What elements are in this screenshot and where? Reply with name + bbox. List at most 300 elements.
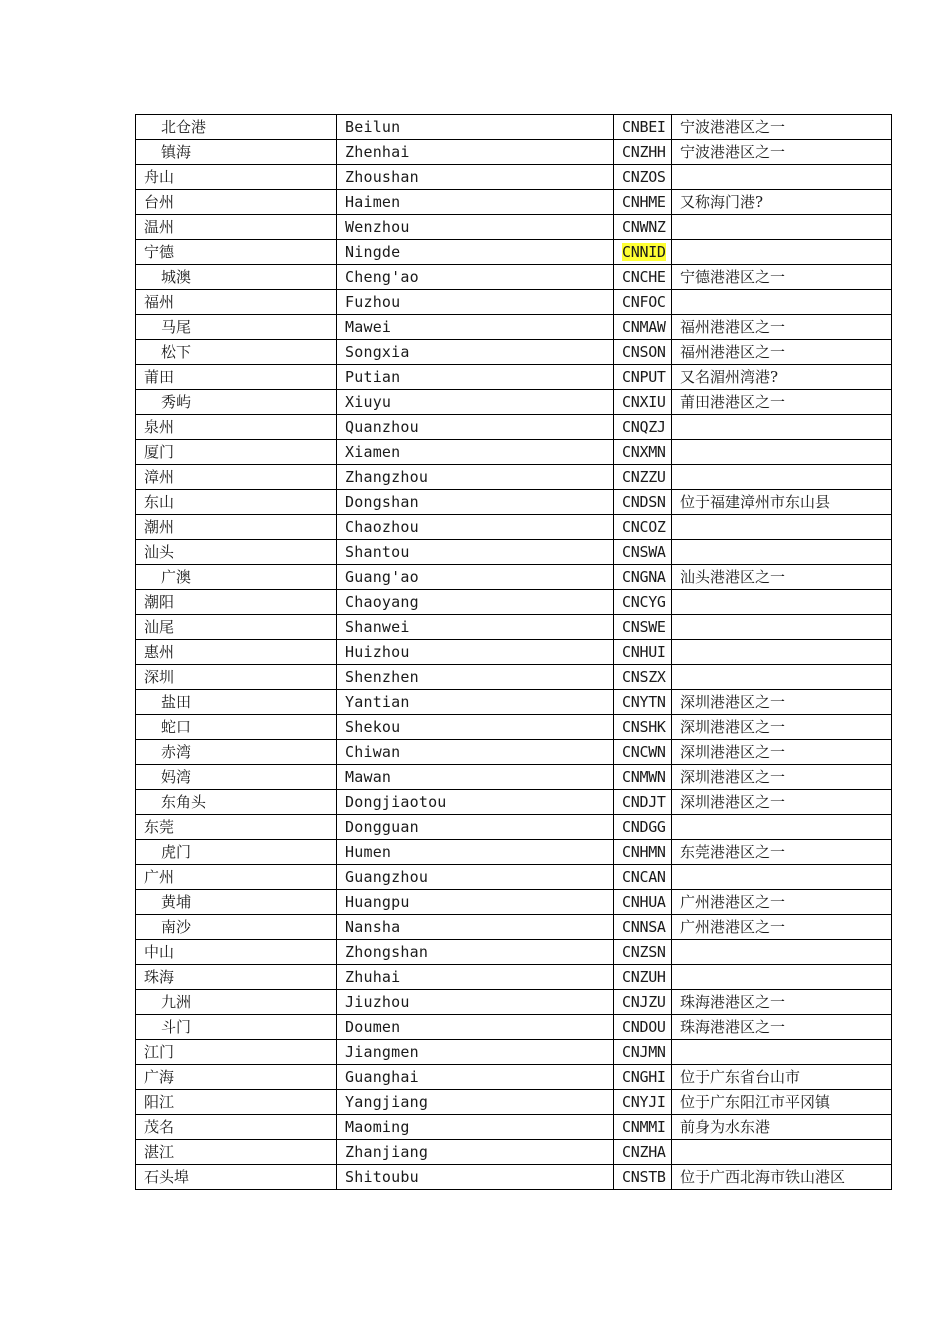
port-code-cell bbox=[614, 1115, 672, 1140]
port-name-en-cell bbox=[337, 915, 614, 940]
port-code: CNHMN bbox=[622, 843, 666, 861]
port-name-en-cell bbox=[337, 340, 614, 365]
port-code-cell bbox=[614, 1165, 672, 1190]
port-name-en: Huizhou bbox=[345, 643, 410, 661]
port-note-cell bbox=[672, 840, 892, 865]
port-code: CNBEI bbox=[622, 118, 666, 136]
port-name-cn: 潮州 bbox=[144, 518, 175, 536]
port-name-en: Shanwei bbox=[345, 618, 410, 636]
port-name-en: Shitoubu bbox=[345, 1168, 419, 1186]
port-name-en: Yantian bbox=[345, 693, 410, 711]
port-name-cn: 莆田 bbox=[144, 368, 175, 386]
port-name-en: Dongshan bbox=[345, 493, 419, 511]
port-name-en: Zhangzhou bbox=[345, 468, 429, 486]
port-code: CNSON bbox=[622, 343, 666, 361]
port-name-cn: 广海 bbox=[144, 1068, 175, 1086]
port-name-cn: 赤湾 bbox=[161, 743, 192, 761]
port-note-cell bbox=[672, 340, 892, 365]
port-name-cn-cell bbox=[136, 1165, 337, 1190]
table-row bbox=[136, 540, 892, 565]
port-code-cell bbox=[614, 990, 672, 1015]
port-code-cell bbox=[614, 115, 672, 140]
table-row bbox=[136, 715, 892, 740]
port-name-cn: 阳江 bbox=[144, 1093, 175, 1111]
port-name-en: Zhenhai bbox=[345, 143, 410, 161]
port-code-cell bbox=[614, 465, 672, 490]
table-row bbox=[136, 215, 892, 240]
port-name-cn-cell bbox=[136, 1090, 337, 1115]
port-name-en: Jiuzhou bbox=[345, 993, 410, 1011]
table-row bbox=[136, 465, 892, 490]
port-note-cell bbox=[672, 215, 892, 240]
port-name-cn-cell bbox=[136, 990, 337, 1015]
table-row bbox=[136, 440, 892, 465]
port-code-cell bbox=[614, 1015, 672, 1040]
table-row bbox=[136, 590, 892, 615]
port-name-cn-cell bbox=[136, 890, 337, 915]
port-code-cell bbox=[614, 640, 672, 665]
port-note-cell bbox=[672, 240, 892, 265]
port-code: CNHUI bbox=[622, 643, 666, 661]
port-name-cn: 广州 bbox=[144, 868, 175, 886]
table-row bbox=[136, 1015, 892, 1040]
port-note: 福州港港区之一 bbox=[680, 318, 786, 336]
port-note: 宁波港港区之一 bbox=[680, 118, 786, 136]
table-row bbox=[136, 640, 892, 665]
port-name-en: Guang'ao bbox=[345, 568, 419, 586]
port-code-cell bbox=[614, 865, 672, 890]
port-name-cn: 蛇口 bbox=[161, 718, 192, 736]
port-name-en: Haimen bbox=[345, 193, 401, 211]
port-name-en: Putian bbox=[345, 368, 401, 386]
port-note: 宁德港港区之一 bbox=[680, 268, 786, 286]
port-name-en-cell bbox=[337, 265, 614, 290]
port-note: 汕头港港区之一 bbox=[680, 568, 786, 586]
port-name-cn-cell bbox=[136, 1115, 337, 1140]
port-name-cn-cell bbox=[136, 1040, 337, 1065]
table-row bbox=[136, 1115, 892, 1140]
port-code: CNMMI bbox=[622, 1118, 666, 1136]
port-name-cn-cell bbox=[136, 815, 337, 840]
port-code: CNDJT bbox=[622, 793, 666, 811]
port-note-cell bbox=[672, 565, 892, 590]
port-name-cn-cell bbox=[136, 315, 337, 340]
port-name-cn: 泉州 bbox=[144, 418, 175, 436]
table-row bbox=[136, 1165, 892, 1190]
port-note: 深圳港港区之一 bbox=[680, 718, 786, 736]
port-code-cell bbox=[614, 140, 672, 165]
port-name-en-cell bbox=[337, 540, 614, 565]
port-code: CNPUT bbox=[622, 368, 666, 386]
port-name-cn: 湛江 bbox=[144, 1143, 175, 1161]
port-name-cn-cell bbox=[136, 790, 337, 815]
port-note-cell bbox=[672, 140, 892, 165]
port-name-en-cell bbox=[337, 1015, 614, 1040]
table-row bbox=[136, 190, 892, 215]
port-note: 广州港港区之一 bbox=[680, 918, 786, 936]
table-row bbox=[136, 615, 892, 640]
port-code-cell bbox=[614, 340, 672, 365]
port-name-en-cell bbox=[337, 140, 614, 165]
port-name-en-cell bbox=[337, 515, 614, 540]
port-name-cn-cell bbox=[136, 565, 337, 590]
port-name-cn-cell bbox=[136, 415, 337, 440]
port-code-cell bbox=[614, 715, 672, 740]
port-code: CNSWE bbox=[622, 618, 666, 636]
port-name-cn: 汕尾 bbox=[144, 618, 175, 636]
port-name-en-cell bbox=[337, 1065, 614, 1090]
port-code-cell bbox=[614, 1065, 672, 1090]
port-code-cell bbox=[614, 590, 672, 615]
port-code-table bbox=[135, 114, 892, 1190]
port-name-cn-cell bbox=[136, 340, 337, 365]
port-name-cn-cell bbox=[136, 615, 337, 640]
port-code-cell bbox=[614, 765, 672, 790]
port-name-cn: 深圳 bbox=[144, 668, 175, 686]
port-name-cn-cell bbox=[136, 840, 337, 865]
port-name-en-cell bbox=[337, 1115, 614, 1140]
port-note-cell bbox=[672, 265, 892, 290]
port-name-en: Mawan bbox=[345, 768, 392, 786]
port-name-cn: 妈湾 bbox=[161, 768, 192, 786]
port-name-cn: 北仓港 bbox=[161, 118, 207, 136]
port-name-cn-cell bbox=[136, 715, 337, 740]
port-note: 宁波港港区之一 bbox=[680, 143, 786, 161]
port-name-cn: 城澳 bbox=[161, 268, 192, 286]
port-name-en-cell bbox=[337, 565, 614, 590]
port-note: 又称海门港? bbox=[680, 193, 764, 211]
port-note-cell bbox=[672, 590, 892, 615]
port-name-en: Xiuyu bbox=[345, 393, 392, 411]
port-note-cell bbox=[672, 865, 892, 890]
port-code: CNGHI bbox=[622, 1068, 666, 1086]
port-note: 珠海港港区之一 bbox=[680, 1018, 786, 1036]
port-code: CNCYG bbox=[622, 593, 666, 611]
port-name-en-cell bbox=[337, 365, 614, 390]
port-name-en-cell bbox=[337, 215, 614, 240]
port-name-cn: 温州 bbox=[144, 218, 175, 236]
port-note-cell bbox=[672, 415, 892, 440]
port-code: CNZUH bbox=[622, 968, 666, 986]
port-name-cn-cell bbox=[136, 665, 337, 690]
port-name-en-cell bbox=[337, 190, 614, 215]
port-name-cn: 虎门 bbox=[161, 843, 192, 861]
port-note: 位于广西北海市铁山港区 bbox=[680, 1168, 846, 1186]
port-note-cell bbox=[672, 1165, 892, 1190]
port-name-cn: 东山 bbox=[144, 493, 175, 511]
port-code: CNSTB bbox=[622, 1168, 666, 1186]
port-code: CNMAW bbox=[622, 318, 666, 336]
port-name-en: Humen bbox=[345, 843, 392, 861]
port-name-cn: 斗门 bbox=[161, 1018, 192, 1036]
table-row bbox=[136, 690, 892, 715]
table-row bbox=[136, 340, 892, 365]
port-name-en: Jiangmen bbox=[345, 1043, 419, 1061]
port-name-en: Maoming bbox=[345, 1118, 410, 1136]
port-code-cell bbox=[614, 815, 672, 840]
port-code: CNYJI bbox=[622, 1093, 666, 1111]
port-note: 福州港港区之一 bbox=[680, 343, 786, 361]
port-note: 位于广东阳江市平冈镇 bbox=[680, 1093, 831, 1111]
table-row bbox=[136, 515, 892, 540]
table-row bbox=[136, 790, 892, 815]
port-code: CNDOU bbox=[622, 1018, 666, 1036]
port-name-cn: 东莞 bbox=[144, 818, 175, 836]
port-code: CNCAN bbox=[622, 868, 666, 886]
port-name-cn-cell bbox=[136, 365, 337, 390]
port-note-cell bbox=[672, 665, 892, 690]
port-code: CNDGG bbox=[622, 818, 666, 836]
port-name-en: Mawei bbox=[345, 318, 392, 336]
port-name-en-cell bbox=[337, 865, 614, 890]
table-row bbox=[136, 315, 892, 340]
port-name-cn: 舟山 bbox=[144, 168, 175, 186]
port-name-cn: 南沙 bbox=[161, 918, 192, 936]
port-name-en-cell bbox=[337, 990, 614, 1015]
table-row bbox=[136, 1065, 892, 1090]
port-note-cell bbox=[672, 390, 892, 415]
port-name-en-cell bbox=[337, 415, 614, 440]
port-code: CNZOS bbox=[622, 168, 666, 186]
port-name-cn-cell bbox=[136, 540, 337, 565]
port-code-cell bbox=[614, 565, 672, 590]
port-name-en: Nansha bbox=[345, 918, 401, 936]
table-row bbox=[136, 1040, 892, 1065]
port-name-cn-cell bbox=[136, 1065, 337, 1090]
port-code: CNNSA bbox=[622, 918, 666, 936]
port-name-cn-cell bbox=[136, 290, 337, 315]
port-name-en-cell bbox=[337, 590, 614, 615]
port-name-cn-cell bbox=[136, 640, 337, 665]
port-code: CNZHH bbox=[622, 143, 666, 161]
port-rows bbox=[136, 115, 892, 1190]
port-name-cn: 惠州 bbox=[144, 643, 175, 661]
port-name-en-cell bbox=[337, 740, 614, 765]
port-note-cell bbox=[672, 890, 892, 915]
port-name-cn-cell bbox=[136, 390, 337, 415]
port-name-cn-cell bbox=[136, 140, 337, 165]
port-name-cn-cell bbox=[136, 440, 337, 465]
port-name-en: Chaoyang bbox=[345, 593, 419, 611]
port-name-cn-cell bbox=[136, 265, 337, 290]
port-name-en-cell bbox=[337, 1090, 614, 1115]
port-name-en-cell bbox=[337, 165, 614, 190]
port-code-cell bbox=[614, 190, 672, 215]
port-name-cn-cell bbox=[136, 690, 337, 715]
port-code-cell bbox=[614, 915, 672, 940]
port-name-cn-cell bbox=[136, 590, 337, 615]
port-name-cn: 广澳 bbox=[161, 568, 192, 586]
port-name-en: Zhuhai bbox=[345, 968, 401, 986]
port-note: 深圳港港区之一 bbox=[680, 768, 786, 786]
port-name-cn: 福州 bbox=[144, 293, 175, 311]
port-code-cell bbox=[614, 940, 672, 965]
port-name-cn-cell bbox=[136, 190, 337, 215]
table-row bbox=[136, 415, 892, 440]
port-code-cell bbox=[614, 415, 672, 440]
port-name-en: Yangjiang bbox=[345, 1093, 429, 1111]
port-name-en: Zhoushan bbox=[345, 168, 419, 186]
port-code-cell bbox=[614, 1090, 672, 1115]
port-name-en-cell bbox=[337, 115, 614, 140]
port-note-cell bbox=[672, 190, 892, 215]
table-row bbox=[136, 240, 892, 265]
port-name-en: Xiamen bbox=[345, 443, 401, 461]
table-row bbox=[136, 840, 892, 865]
port-note: 位于广东省台山市 bbox=[680, 1068, 801, 1086]
port-note: 东莞港港区之一 bbox=[680, 843, 786, 861]
port-name-en-cell bbox=[337, 890, 614, 915]
port-code: CNSHK bbox=[622, 718, 666, 736]
table-row bbox=[136, 390, 892, 415]
table-row bbox=[136, 1140, 892, 1165]
port-note-cell bbox=[672, 1115, 892, 1140]
port-code-cell bbox=[614, 390, 672, 415]
port-code: CNHUA bbox=[622, 893, 666, 911]
port-code-cell bbox=[614, 890, 672, 915]
port-code: CNCWN bbox=[622, 743, 666, 761]
port-code: CNYTN bbox=[622, 693, 666, 711]
port-code: CNFOC bbox=[622, 293, 666, 311]
port-name-cn: 江门 bbox=[144, 1043, 175, 1061]
port-name-en-cell bbox=[337, 290, 614, 315]
port-name-cn-cell bbox=[136, 515, 337, 540]
table-row bbox=[136, 490, 892, 515]
port-note: 深圳港港区之一 bbox=[680, 693, 786, 711]
port-code: CNGNA bbox=[622, 568, 666, 586]
port-name-cn: 中山 bbox=[144, 943, 175, 961]
port-name-en: Shantou bbox=[345, 543, 410, 561]
port-code: CNXMN bbox=[622, 443, 666, 461]
port-name-en-cell bbox=[337, 315, 614, 340]
port-note-cell bbox=[672, 540, 892, 565]
port-note-cell bbox=[672, 715, 892, 740]
port-note-cell bbox=[672, 915, 892, 940]
port-name-cn: 秀屿 bbox=[161, 393, 192, 411]
port-name-en: Songxia bbox=[345, 343, 410, 361]
port-note-cell bbox=[672, 690, 892, 715]
port-name-cn: 潮阳 bbox=[144, 593, 175, 611]
port-note: 深圳港港区之一 bbox=[680, 793, 786, 811]
port-note: 又名湄州湾港? bbox=[680, 368, 779, 386]
port-name-en: Quanzhou bbox=[345, 418, 419, 436]
port-name-en-cell bbox=[337, 390, 614, 415]
port-name-en: Zhongshan bbox=[345, 943, 429, 961]
port-note-cell bbox=[672, 465, 892, 490]
port-name-en: Chaozhou bbox=[345, 518, 419, 536]
port-name-cn-cell bbox=[136, 1140, 337, 1165]
port-note-cell bbox=[672, 315, 892, 340]
port-name-en-cell bbox=[337, 940, 614, 965]
port-note-cell bbox=[672, 815, 892, 840]
port-note: 位于福建漳州市东山县 bbox=[680, 493, 831, 511]
port-name-cn-cell bbox=[136, 915, 337, 940]
port-name-en-cell bbox=[337, 690, 614, 715]
table-row bbox=[136, 890, 892, 915]
port-name-cn-cell bbox=[136, 865, 337, 890]
port-name-en-cell bbox=[337, 965, 614, 990]
port-note-cell bbox=[672, 940, 892, 965]
port-note-cell bbox=[672, 990, 892, 1015]
port-note-cell bbox=[672, 965, 892, 990]
port-name-en: Dongjiaotou bbox=[345, 793, 447, 811]
port-name-cn: 松下 bbox=[161, 343, 192, 361]
port-code-cell bbox=[614, 1040, 672, 1065]
port-name-en: Fuzhou bbox=[345, 293, 401, 311]
port-code: CNXIU bbox=[622, 393, 666, 411]
port-note-cell bbox=[672, 1040, 892, 1065]
table-row bbox=[136, 915, 892, 940]
table-row bbox=[136, 265, 892, 290]
port-code-cell bbox=[614, 515, 672, 540]
table-row bbox=[136, 115, 892, 140]
port-name-en-cell bbox=[337, 1140, 614, 1165]
port-name-cn: 汕头 bbox=[144, 543, 175, 561]
port-note-cell bbox=[672, 740, 892, 765]
port-note: 广州港港区之一 bbox=[680, 893, 786, 911]
port-code: CNZSN bbox=[622, 943, 666, 961]
port-name-cn: 黄埔 bbox=[161, 893, 192, 911]
port-code-cell bbox=[614, 665, 672, 690]
port-code: CNCHE bbox=[622, 268, 666, 286]
port-name-en: Guangzhou bbox=[345, 868, 429, 886]
port-name-cn-cell bbox=[136, 765, 337, 790]
table-row bbox=[136, 965, 892, 990]
port-note-cell bbox=[672, 1090, 892, 1115]
port-note-cell bbox=[672, 365, 892, 390]
port-code: CNJZU bbox=[622, 993, 666, 1011]
port-note: 深圳港港区之一 bbox=[680, 743, 786, 761]
port-code-highlighted: CNNID bbox=[622, 243, 666, 261]
port-name-cn-cell bbox=[136, 1015, 337, 1040]
port-code-cell bbox=[614, 365, 672, 390]
port-note: 莆田港港区之一 bbox=[680, 393, 786, 411]
port-code-cell bbox=[614, 540, 672, 565]
port-code: CNDSN bbox=[622, 493, 666, 511]
port-code-cell bbox=[614, 290, 672, 315]
port-name-en: Dongguan bbox=[345, 818, 419, 836]
port-note: 珠海港港区之一 bbox=[680, 993, 786, 1011]
port-name-en: Huangpu bbox=[345, 893, 410, 911]
port-name-en-cell bbox=[337, 840, 614, 865]
port-name-cn: 茂名 bbox=[144, 1118, 175, 1136]
port-name-en-cell bbox=[337, 615, 614, 640]
port-name-en: Wenzhou bbox=[345, 218, 410, 236]
table-row bbox=[136, 865, 892, 890]
port-name-cn: 石头埠 bbox=[144, 1168, 190, 1186]
port-name-en: Chiwan bbox=[345, 743, 401, 761]
port-name-en-cell bbox=[337, 440, 614, 465]
table-row bbox=[136, 940, 892, 965]
port-note-cell bbox=[672, 765, 892, 790]
port-code-cell bbox=[614, 265, 672, 290]
port-name-en: Doumen bbox=[345, 1018, 401, 1036]
port-code-cell bbox=[614, 790, 672, 815]
port-name-cn-cell bbox=[136, 165, 337, 190]
port-name-cn: 漳州 bbox=[144, 468, 175, 486]
port-name-cn: 东角头 bbox=[161, 793, 207, 811]
port-name-cn: 台州 bbox=[144, 193, 175, 211]
port-name-en: Shekou bbox=[345, 718, 401, 736]
port-name-cn: 珠海 bbox=[144, 968, 175, 986]
port-name-cn: 盐田 bbox=[161, 693, 192, 711]
table-row bbox=[136, 565, 892, 590]
port-code: CNWNZ bbox=[622, 218, 666, 236]
port-name-cn: 九洲 bbox=[161, 993, 192, 1011]
port-note-cell bbox=[672, 640, 892, 665]
table-row bbox=[136, 815, 892, 840]
port-name-en-cell bbox=[337, 790, 614, 815]
